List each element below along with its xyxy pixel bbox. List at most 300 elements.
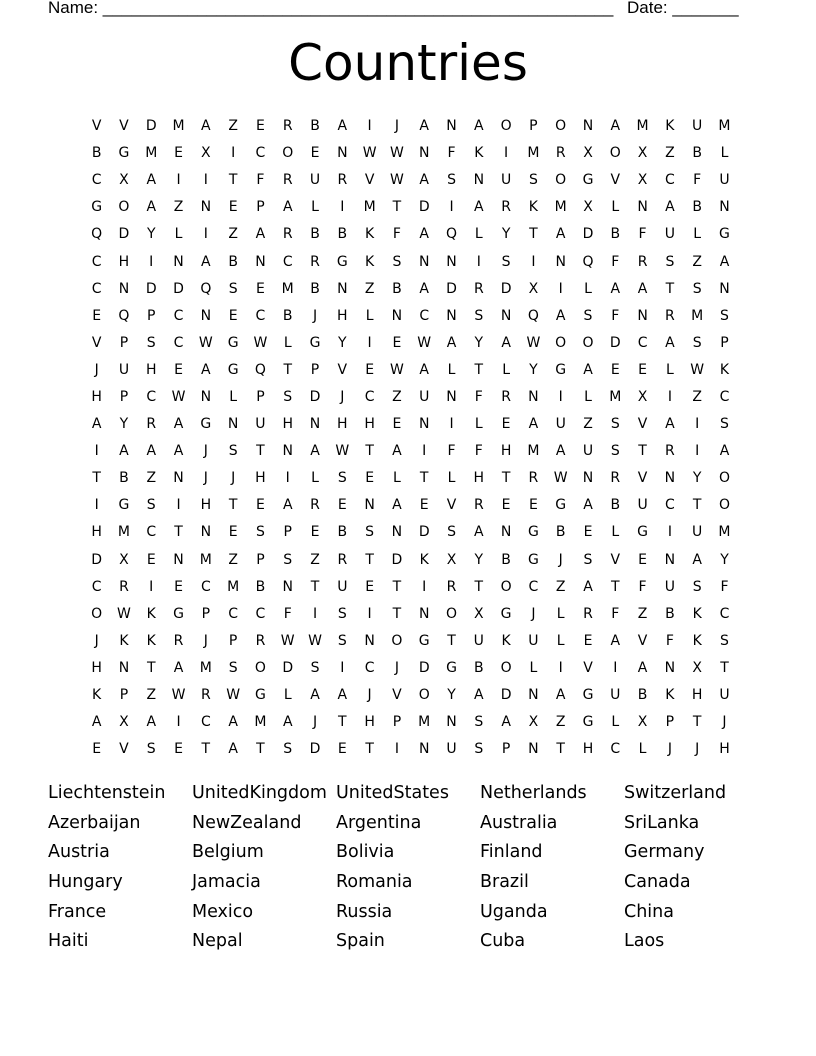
grid-letter: N [173,470,184,487]
grid-letter: U [500,172,512,189]
grid-letter: J [203,443,208,460]
grid-letter: W [171,687,186,704]
word-list-item: UnitedStates [336,783,449,803]
grid-letter: Y [692,470,702,487]
grid-letter: R [282,172,293,189]
grid-letter: J [394,118,399,135]
grid-letter: S [501,253,511,270]
grid-letter: A [501,714,511,731]
grid-letter: N [418,741,430,758]
grid-letter: U [118,361,130,378]
grid-letter: K [528,199,538,216]
grid-letter: M [145,145,158,162]
grid-row [83,655,739,682]
grid-letter: M [199,551,212,568]
grid-letter: H [337,307,348,324]
grid-letter: I [203,172,208,189]
grid-letter: J [558,551,563,568]
grid-letter: A [665,416,675,433]
grid-letter: E [146,551,156,568]
grid-letter: N [555,253,566,270]
grid-letter: O [718,470,730,487]
grid-letter: E [256,280,265,297]
grid-letter: S [283,551,293,568]
grid-letter: E [528,497,538,514]
grid-letter: M [199,659,212,676]
grid-letter: E [501,497,511,514]
grid-letter: D [309,388,321,405]
grid-letter: X [201,145,211,162]
grid-letter: A [665,199,675,216]
grid-letter: N [719,280,730,297]
grid-letter: S [447,524,456,541]
grid-letter: A [419,280,429,297]
grid-letter: Q [445,226,458,243]
grid-letter: W [389,145,404,162]
grid-letter: Q [527,307,539,324]
grid-letter: E [638,551,648,568]
grid-letter: C [528,578,539,595]
grid-row [83,519,739,546]
grid-letter: L [720,145,729,162]
grid-letter: E [174,145,183,162]
grid-letter: G [118,497,130,514]
grid-letter: L [638,741,647,758]
grid-letter: G [527,524,539,541]
grid-letter: C [91,253,102,270]
grid-letter: P [256,551,265,568]
grid-letter: A [583,497,593,514]
grid-row [83,276,739,303]
grid-letter: N [446,307,457,324]
word-list-item: Germany [624,842,705,863]
grid-letter: N [582,470,594,487]
grid-letter: R [337,551,348,568]
grid-letter: C [719,388,730,405]
grid-letter: P [201,605,211,622]
grid-letter: M [418,714,431,731]
grid-row [83,194,739,221]
grid-letter: X [528,280,539,297]
grid-letter: G [719,226,730,243]
grid-letter: D [500,687,512,704]
grid-letter: L [365,307,374,324]
grid-letter: E [256,497,265,514]
grid-letter: I [176,714,181,731]
grid-letter: R [665,443,675,460]
grid-letter: L [529,659,538,676]
grid-letter: G [227,334,239,351]
grid-letter: S [583,307,593,324]
grid-row [83,384,739,411]
grid-letter: S [255,524,265,541]
grid-letter: B [392,280,402,297]
grid-letter: T [92,470,101,487]
word-list-item: Finland [480,842,543,863]
grid-letter: C [146,524,157,541]
grid-letter: S [692,578,702,595]
grid-row [83,411,739,438]
grid-letter: D [391,551,403,568]
grid-letter: Q [254,361,266,378]
grid-letter: S [283,388,293,405]
grid-letter: W [335,443,350,460]
grid-letter: A [555,443,566,460]
grid-letter: O [500,659,512,676]
grid-letter: C [364,659,375,676]
grid-letter: G [255,687,266,704]
grid-letter: G [555,361,567,378]
grid-letter: O [445,605,458,622]
grid-letter: G [173,605,184,622]
grid-letter: T [447,632,456,649]
grid-letter: S [583,551,593,568]
grid-letter: B [91,145,102,162]
grid-letter: S [720,416,729,433]
grid-letter: L [283,334,292,351]
grid-letter: Z [392,388,402,405]
grid-letter: A [446,334,457,351]
grid-letter: M [554,199,567,216]
grid-letter: G [582,714,594,731]
grid-letter: C [255,307,266,324]
grid-letter: G [446,659,457,676]
grid-letter: K [665,687,675,704]
word-list-item: Switzerland [624,783,727,803]
grid-letter: G [582,687,594,704]
word-list-item: Hungary [48,872,123,893]
grid-letter: R [173,632,184,649]
grid-letter: O [254,659,266,676]
grid-letter: W [417,334,432,351]
grid-letter: E [310,524,320,541]
grid-letter: R [282,226,293,243]
grid-letter: A [173,443,184,460]
grid-letter: V [446,497,457,514]
grid-letter: R [146,416,157,433]
grid-letter: Z [146,687,157,704]
grid-letter: P [392,714,402,731]
grid-letter: O [582,334,594,351]
grid-letter: T [692,714,702,731]
grid-letter: T [529,226,538,243]
grid-letter: H [500,443,512,460]
grid-letter: F [256,172,265,189]
grid-letter: I [476,253,481,270]
grid-letter: O [555,118,567,135]
grid-letter: W [280,632,295,649]
grid-letter: U [473,632,484,649]
grid-letter: G [555,497,567,514]
grid-letter: C [146,388,157,405]
grid-letter: A [719,253,730,270]
grid-letter: N [418,416,430,433]
grid-letter: E [92,741,102,758]
grid-letter: X [583,199,593,216]
grid-letter: K [365,253,375,270]
grid-letter: I [504,145,509,162]
grid-letter: T [365,443,374,460]
grid-letter: R [528,470,539,487]
grid-letter: I [176,497,181,514]
grid-letter: U [664,578,675,595]
grid-letter: A [692,551,702,568]
grid-letter: J [203,632,208,649]
grid-letter: H [364,714,375,731]
grid-row [83,682,739,709]
grid-letter: Q [91,226,103,243]
grid-letter: T [365,741,374,758]
grid-letter: A [337,118,348,135]
grid-letter: A [474,687,484,704]
grid-letter: X [583,145,593,162]
grid-letter: T [419,470,429,487]
grid-letter: C [200,714,211,731]
grid-letter: W [308,632,322,649]
grid-letter: E [174,578,183,595]
grid-letter: X [637,388,648,405]
word-list-item: Canada [624,872,691,893]
grid-letter: D [500,280,512,297]
grid-letter: G [418,632,430,649]
word-list-item: Azerbaijan [48,812,141,833]
grid-letter: A [392,443,402,460]
grid-letter: I [149,253,154,270]
grid-letter: O [391,632,403,649]
grid-letter: B [474,659,484,676]
grid-letter: W [362,145,377,162]
grid-letter: A [91,416,102,433]
grid-letter: I [558,659,563,676]
grid-letter: P [310,361,320,378]
grid-letter: M [718,524,731,541]
grid-letter: J [312,307,318,324]
grid-letter: N [337,280,348,297]
grid-letter: D [446,280,457,297]
grid-letter: Z [364,280,375,297]
grid-letter: Y [529,361,538,378]
grid-letter: U [528,632,539,649]
word-list-item: Austria [48,842,110,863]
grid-letter: W [171,388,186,405]
grid-letter: F [447,443,456,460]
grid-letter: B [665,605,675,622]
grid-letter: L [474,416,483,433]
grid-row [83,357,739,384]
grid-letter: N [664,551,676,568]
grid-letter: A [282,497,293,514]
grid-letter: P [256,388,265,405]
grid-letter: A [91,714,102,731]
grid-letter: R [473,497,484,514]
grid-letter: F [720,578,729,595]
grid-letter: F [474,388,483,405]
grid-letter: I [394,741,399,758]
grid-letter: T [611,578,620,595]
grid-letter: H [91,388,102,405]
grid-letter: I [94,497,99,514]
grid-letter: O [91,605,103,622]
grid-letter: T [501,470,511,487]
grid-letter: Y [501,226,511,243]
grid-letter: J [231,470,236,487]
grid-letter: R [119,578,129,595]
grid-letter: E [501,416,511,433]
grid-letter: N [528,388,539,405]
grid-letter: J [367,687,372,704]
grid-letter: I [340,199,345,216]
grid-letter: E [392,416,402,433]
grid-letter: R [501,199,511,216]
grid-letter: N [227,416,239,433]
grid-letter: T [283,361,292,378]
grid-letter: O [718,497,730,514]
grid-letter: V [637,632,648,649]
grid-letter: I [285,470,290,487]
grid-letter: N [637,307,648,324]
grid-letter: P [256,199,265,216]
grid-letter: D [418,199,430,216]
grid-letter: T [338,714,347,731]
grid-letter: R [446,578,457,595]
grid-letter: K [92,687,102,704]
grid-letter: E [583,524,593,541]
grid-letter: I [449,199,454,216]
grid-letter: L [393,470,401,487]
grid-letter: N [337,145,348,162]
grid-letter: W [117,605,131,622]
grid-letter: A [555,307,566,324]
grid-letter: A [583,578,593,595]
grid-row [83,167,739,194]
grid-letter: V [119,741,129,758]
grid-letter: B [228,253,238,270]
grid-letter: K [474,145,484,162]
grid-letter: X [692,659,702,676]
grid-letter: N [528,687,539,704]
grid-letter: Z [555,578,566,595]
grid-letter: O [500,578,512,595]
grid-letter: F [447,145,456,162]
grid-letter: A [146,714,157,731]
grid-letter: I [367,334,372,351]
grid-row [83,113,739,140]
grid-letter: I [149,578,154,595]
grid-letter: R [665,307,675,324]
grid-letter: B [282,307,293,324]
grid-letter: D [145,280,157,297]
grid-letter: W [690,361,705,378]
grid-letter: B [501,551,511,568]
grid-letter: W [198,334,213,351]
word-list-item: UnitedKingdom [192,783,327,803]
grid-letter: U [255,416,266,433]
grid-letter: A [282,199,293,216]
grid-letter: J [722,714,727,731]
grid-letter: Z [665,145,675,162]
grid-letter: I [558,388,563,405]
grid-letter: R [610,470,621,487]
grid-letter: A [555,687,566,704]
grid-letter: N [364,497,375,514]
grid-row [83,709,739,736]
grid-letter: S [392,253,402,270]
grid-letter: C [637,334,648,351]
grid-letter: N [200,388,212,405]
grid-letter: D [173,280,184,297]
grid-letter: C [91,172,102,189]
grid-letter: J [695,741,700,758]
grid-letter: C [419,307,430,324]
grid-letter: A [610,280,621,297]
grid-letter: N [418,605,430,622]
grid-letter: H [91,659,102,676]
grid-letter: E [365,578,375,595]
grid-letter: C [228,605,239,622]
grid-letter: Y [338,334,347,351]
grid-letter: T [474,578,484,595]
grid-letter: J [340,388,345,405]
grid-letter: A [555,226,566,243]
grid-letter: N [118,659,130,676]
grid-letter: G [91,199,103,216]
word-list-item: SriLanka [624,812,700,833]
grid-letter: A [146,172,157,189]
grid-letter: A [501,334,511,351]
grid-row [83,303,739,330]
grid-letter: P [720,334,729,351]
grid-letter: E [365,470,375,487]
grid-letter: T [392,199,402,216]
grid-letter: C [200,578,211,595]
grid-letter: T [392,605,402,622]
grid-letter: H [118,253,130,270]
grid-letter: P [119,334,129,351]
word-list-item: Nepal [192,931,243,952]
grid-letter: A [173,659,184,676]
grid-letter: C [91,280,102,297]
grid-letter: I [422,578,427,595]
grid-letter: A [474,524,484,541]
grid-letter: L [311,470,319,487]
grid-letter: X [119,714,129,731]
word-list-item: Bolivia [336,842,395,863]
grid-letter: E [337,741,347,758]
grid-letter: L [556,605,565,622]
grid-letter: S [337,632,347,649]
grid-letter: N [664,470,676,487]
word-list-item: Netherlands [480,783,587,803]
grid-letter: H [91,524,102,541]
grid-letter: K [146,632,156,649]
grid-letter: A [146,443,157,460]
grid-letter: P [283,524,292,541]
grid-letter: T [720,659,729,676]
grid-letter: O [282,145,294,162]
grid-letter: B [610,497,621,514]
grid-row [83,140,739,167]
grid-letter: Z [583,416,593,433]
grid-letter: T [146,659,156,676]
grid-letter: H [282,416,293,433]
grid-letter: L [311,199,319,216]
grid-letter: A [637,280,648,297]
word-list-item: Russia [336,901,393,922]
grid-letter: I [531,253,536,270]
grid-letter: N [391,307,403,324]
grid-letter: M [527,443,540,460]
grid-letter: W [389,172,404,189]
